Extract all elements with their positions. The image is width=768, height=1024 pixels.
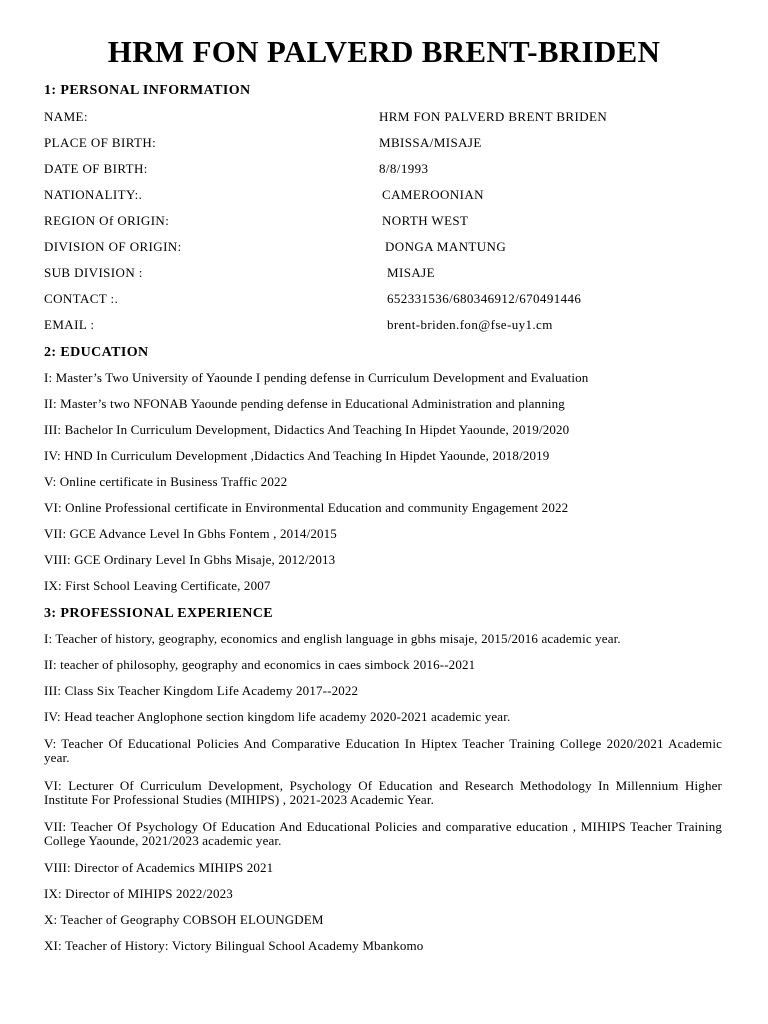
education-item: IX: First School Leaving Certificate, 2007 (44, 578, 271, 593)
education-item: IV: HND In Curriculum Development ,Didactics And Teaching In Hipdet Yaounde, 2018/2019 (44, 448, 550, 463)
personal-row-sub-division (44, 264, 724, 282)
personal-row-region-of-origin (44, 212, 724, 230)
experience-item: VII: Teacher Of Psychology Of Education And Educational Policies and comparative education , MIHIPS Teacher Training College Yaounde, 2021/2023 academic year. (44, 819, 722, 848)
education-item: III: Bachelor In Curriculum Development, Didactics And Teaching In Hipdet Yaounde, 2019/2020 (44, 422, 570, 437)
personal-row-division-of-origin (44, 238, 724, 256)
experience-item: II: teacher of philosophy, geography and economics in caes simbock 2016--2021 (44, 657, 476, 672)
field-value: HRM FON PALVERD BRENT BRIDEN (379, 109, 608, 124)
section-heading-education: 2: EDUCATION (44, 345, 149, 360)
personal-row-email (44, 316, 724, 334)
experience-item: XI: Teacher of History: Victory Bilingual School Academy Mbankomo (44, 938, 424, 953)
field-value: 652331536/680346912/670491446 (387, 291, 582, 306)
personal-row-date-of-birth (44, 160, 724, 178)
field-value: 8/8/1993 (379, 161, 429, 176)
field-label: NATIONALITY:. (44, 187, 143, 202)
section-heading-experience: 3: PROFESSIONAL EXPERIENCE (44, 606, 273, 621)
field-value: DONGA MANTUNG (385, 239, 507, 254)
field-value: brent-briden.fon@fse-uy1.cm (387, 317, 553, 332)
field-value: MISAJE (387, 265, 435, 280)
personal-row-nationality (44, 186, 724, 204)
experience-item: IX: Director of MIHIPS 2022/2023 (44, 886, 233, 901)
education-item: VI: Online Professional certificate in Environmental Education and community Engagement 2022 (44, 500, 569, 515)
experience-item: III: Class Six Teacher Kingdom Life Academy 2017--2022 (44, 683, 359, 698)
field-label: SUB DIVISION : (44, 265, 143, 280)
experience-item: VI: Lecturer Of Curriculum Development, Psychology Of Education and Research Methodology In Millennium Higher Institute For Professional Studies (MIHIPS) , 2021-2023 Academic Year. (44, 778, 722, 807)
experience-item: X: Teacher of Geography COBSOH ELOUNGDEM (44, 912, 324, 927)
education-item: VII: GCE Advance Level In Gbhs Fontem , 2014/2015 (44, 526, 337, 541)
education-item: VIII: GCE Ordinary Level In Gbhs Misaje, 2012/2013 (44, 552, 336, 567)
field-label: REGION Of ORIGIN: (44, 213, 170, 228)
experience-item: IV: Head teacher Anglophone section kingdom life academy 2020-2021 academic year. (44, 709, 511, 724)
document-title: HRM FON PALVERD BRENT-BRIDEN (107, 34, 661, 69)
field-value: MBISSA/MISAJE (379, 135, 482, 150)
field-label: CONTACT :. (44, 291, 119, 306)
experience-item: VIII: Director of Academics MIHIPS 2021 (44, 860, 274, 875)
field-label: DIVISION OF ORIGIN: (44, 239, 182, 254)
education-item: I: Master’s Two University of Yaounde I pending defense in Curriculum Development and Evaluation (44, 370, 589, 385)
education-item: V: Online certificate in Business Traffic 2022 (44, 474, 288, 489)
field-label: EMAIL : (44, 317, 95, 332)
field-value: CAMEROONIAN (382, 187, 484, 202)
field-label: DATE OF BIRTH: (44, 161, 148, 176)
personal-row-name (44, 108, 724, 126)
education-item: II: Master’s two NFONAB Yaounde pending defense in Educational Administration and planning (44, 396, 565, 411)
personal-row-contact (44, 290, 724, 308)
personal-row-place-of-birth (44, 134, 724, 152)
section-heading-personal: 1: PERSONAL INFORMATION (44, 83, 251, 98)
field-label: PLACE OF BIRTH: (44, 135, 157, 150)
field-value: NORTH WEST (382, 213, 469, 228)
field-label: NAME: (44, 109, 88, 124)
experience-item: I: Teacher of history, geography, economics and english language in gbhs misaje, 2015/2016 academic year. (44, 631, 621, 646)
experience-item: V: Teacher Of Educational Policies And Comparative Education In Hiptex Teacher Training College 2020/2021 Academic year. (44, 736, 722, 765)
